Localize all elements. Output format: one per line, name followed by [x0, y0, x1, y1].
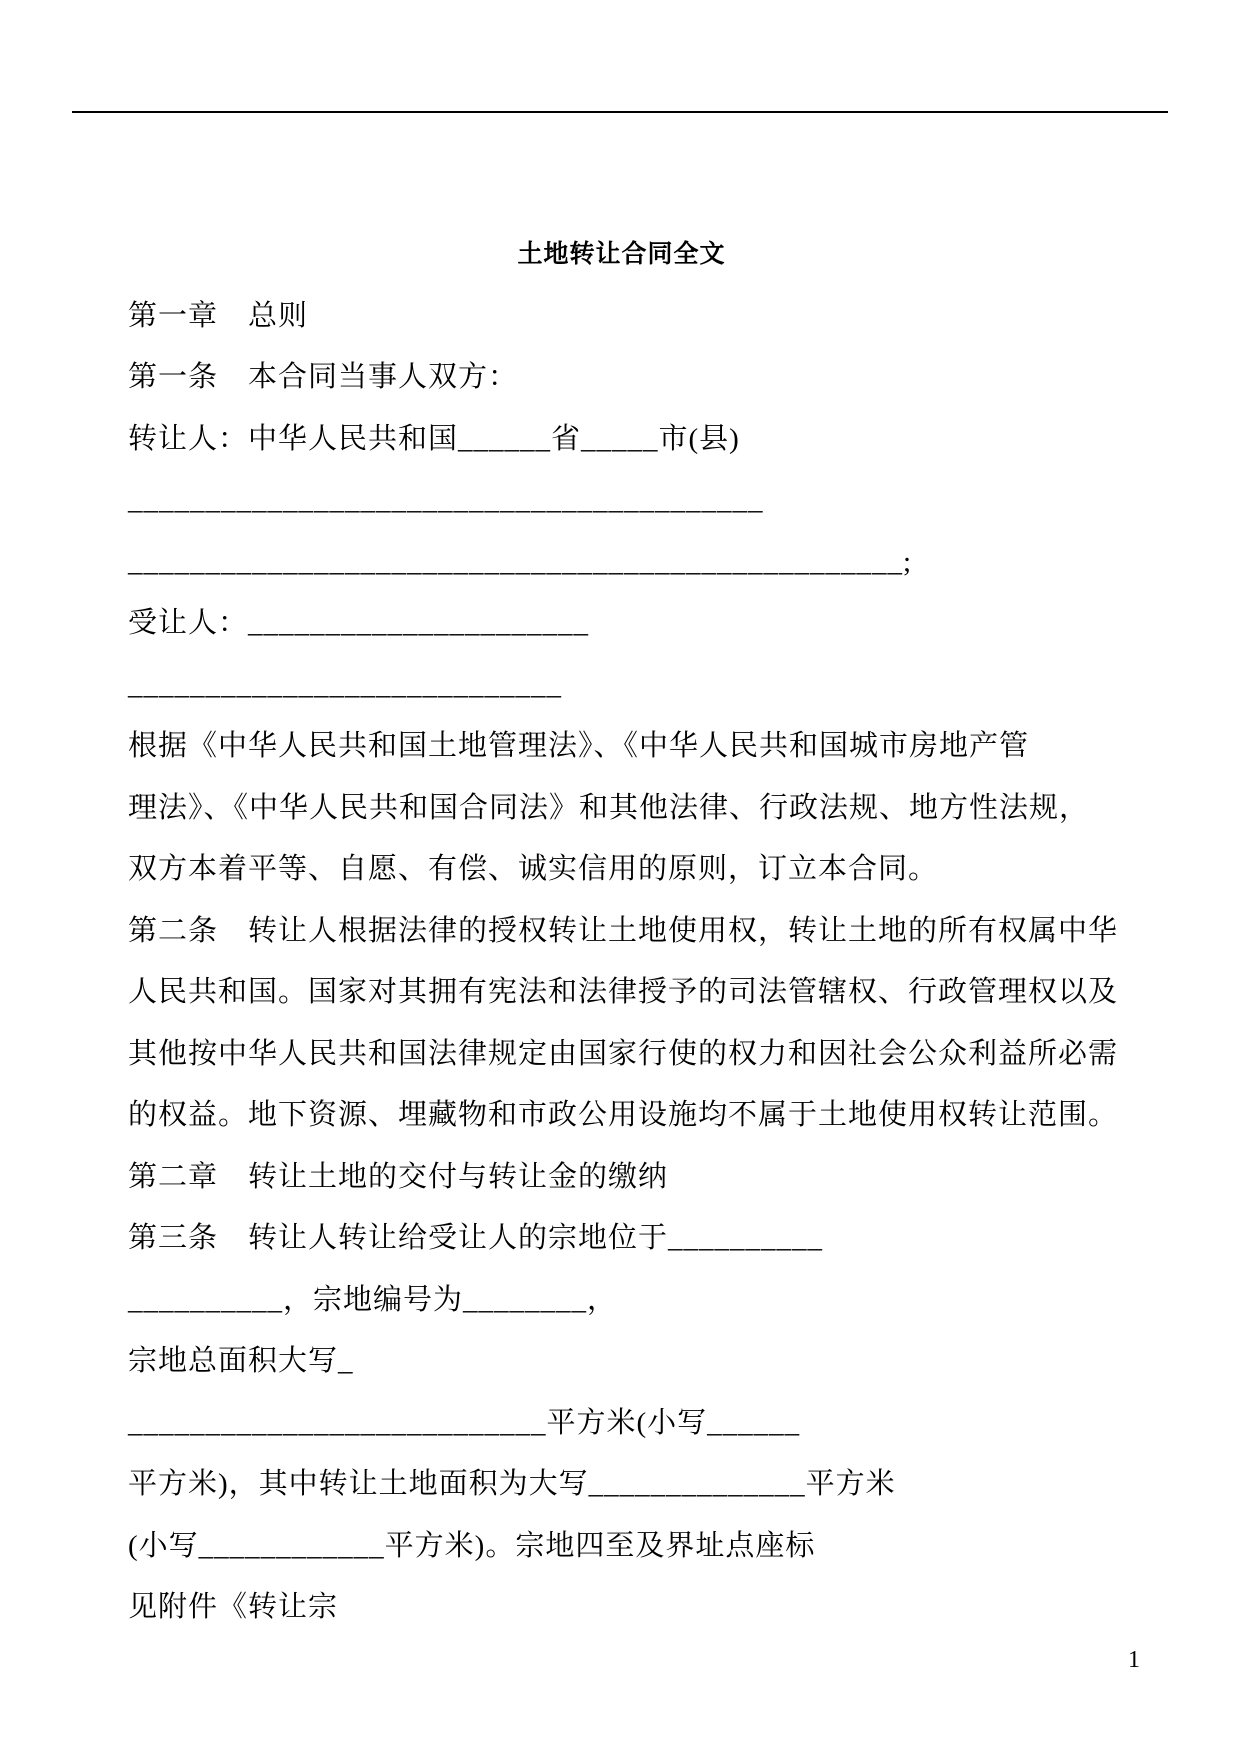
contract-line: 受让人：______________________	[128, 607, 590, 639]
contract-line: 第一条 本合同当事人双方：	[128, 361, 519, 393]
contract-line: 理法》、《中华人民共和国合同法》和其他法律、行政法规、地方性法规，	[128, 791, 1090, 824]
contract-line: 平方米)，其中转让土地面积为大写______________平方米	[128, 1468, 896, 1500]
contract-body	[128, 224, 1119, 1639]
contract-line: 双方本着平等、自愿、有偿、诚实信用的原则，订立本合同。	[128, 853, 939, 885]
contract-line: 第三条 转让人转让给受让人的宗地位于__________	[128, 1222, 824, 1254]
contract-line: 见附件《转让宗	[128, 1591, 339, 1623]
contract-line-blank: __________________________________________________;	[128, 545, 913, 578]
contract-line: 第二条 转让人根据法律的授权转让土地使用权，转让土地的所有权属中华	[128, 914, 1119, 947]
contract-line: 的权益。地下资源、埋藏物和市政公用设施均不属于土地使用权转让范围。	[128, 1099, 1119, 1131]
contract-line: (小写____________平方米)。宗地四至及界址点座标	[128, 1529, 816, 1562]
header-rule	[72, 111, 1168, 113]
contract-line: 宗地总面积大写_	[128, 1345, 354, 1377]
contract-line: 转让人：中华人民共和国______省_____市(县)	[128, 422, 740, 455]
contract-line: 其他按中华人民共和国法律规定由国家行使的权力和因社会公众利益所必需	[128, 1037, 1119, 1070]
contract-line: ___________________________平方米(小写______	[128, 1406, 801, 1439]
title-line	[128, 224, 1115, 286]
contract-line: __________，宗地编号为________，	[128, 1283, 618, 1316]
contract-line: 第二章 转让土地的交付与转让金的缴纳	[128, 1160, 669, 1193]
contract-line: 根据《中华人民共和国土地管理法》、《中华人民共和国城市房地产管	[128, 730, 1030, 762]
contract-line: 人民共和国。国家对其拥有宪法和法律授予的司法管辖权、行政管理权以及	[128, 976, 1119, 1008]
contract-line: 第一章 总则	[128, 299, 309, 332]
page-number: 1	[1128, 1647, 1140, 1673]
contract-line-blank: _________________________________________	[128, 484, 764, 516]
contract-line-blank: ____________________________	[128, 668, 562, 701]
page-title: 土地转让合同全文	[517, 241, 726, 268]
